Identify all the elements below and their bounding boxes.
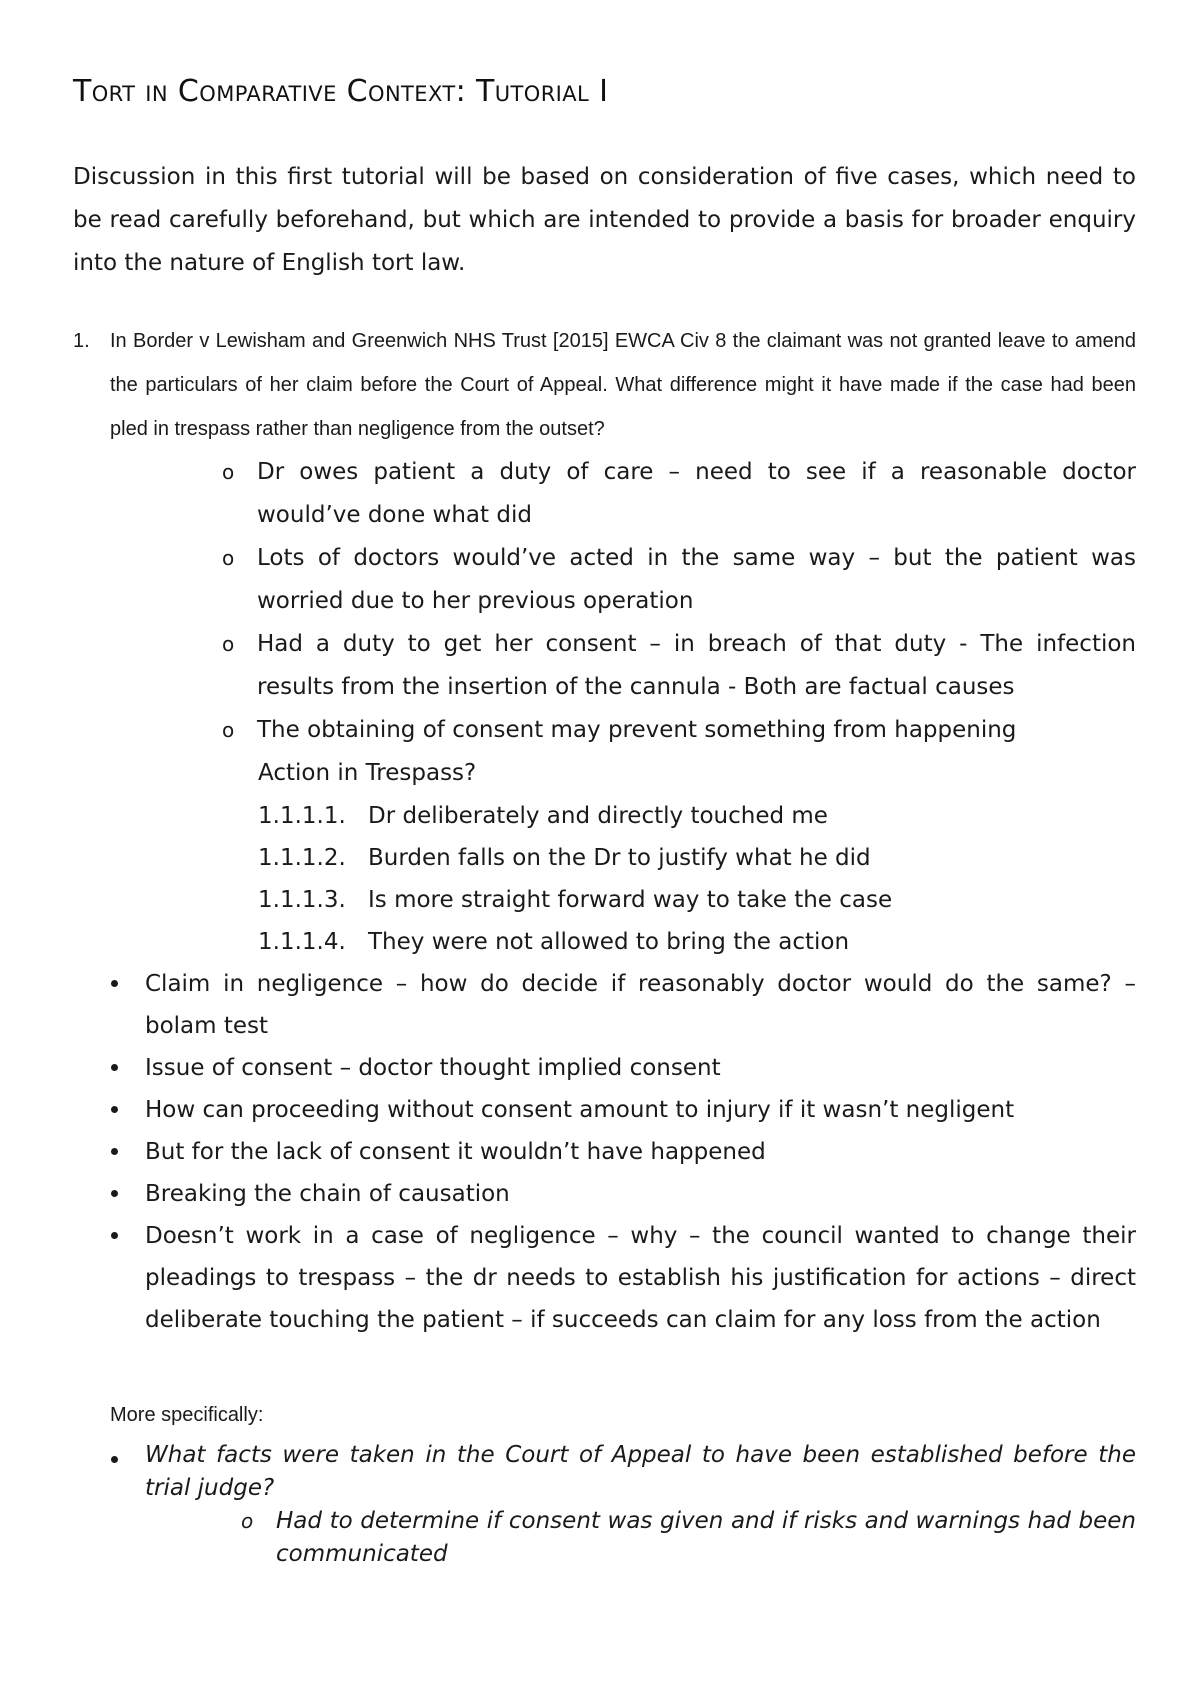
list-item — [241, 1505, 1136, 1571]
list-item-text: Dr owes patient a duty of care – need to see if a reasonable doctor would’ve done what did — [257, 459, 1136, 528]
numbered-item-label: 1.1.1.4. — [258, 929, 346, 955]
italic-bullet-list — [107, 1439, 1136, 1505]
list-item — [107, 1439, 1136, 1505]
list-item — [107, 1131, 1136, 1173]
bullet-o-icon: o — [241, 1509, 254, 1533]
list-item — [107, 1089, 1136, 1131]
numbered-item-text: Burden falls on the Dr to justify what he did — [368, 845, 871, 871]
list-item-text: Lots of doctors would’ve acted in the same way – but the patient was worried due to her previous operation — [257, 545, 1136, 614]
bullet-dot-icon — [107, 1131, 145, 1173]
bullet-dot-icon — [107, 1089, 145, 1131]
list-item-text: Claim in negligence – how do decide if reasonably doctor would do the same? – bolam test — [145, 971, 1136, 1039]
bullet-dot-icon — [107, 1173, 145, 1215]
numbered-item-label: 1.1.1.3. — [258, 887, 346, 913]
list-item-text: What facts were taken in the Court of Appeal to have been established before the trial judge? — [145, 1442, 1136, 1501]
list-item — [107, 1215, 1136, 1341]
bullet-o-icon: o — [222, 460, 235, 484]
bullet-list — [107, 963, 1136, 1341]
page-title: Tort in Comparative Context: Tutorial I — [73, 74, 609, 109]
question-1 — [73, 319, 1136, 451]
list-item — [219, 623, 1136, 709]
numbered-item — [258, 795, 1136, 837]
italic-sub-list — [241, 1505, 1136, 1571]
list-item-text: Had a duty to get her consent – in breach of that duty - The infection results from the insertion of the cannula - Both are factual causes — [257, 631, 1136, 700]
bullet-o-icon: o — [222, 632, 235, 656]
numbered-item — [258, 921, 1136, 963]
bullet-o-icon: o — [222, 718, 235, 742]
bullet-o-icon: o — [222, 546, 235, 570]
list-item — [219, 709, 1136, 752]
list-item — [107, 1047, 1136, 1089]
list-item-text: Had to determine if consent was given and if risks and warnings had been communicated — [276, 1508, 1136, 1567]
trespass-heading: Action in Trespass? — [258, 760, 477, 786]
bullet-dot-icon — [107, 963, 145, 1047]
list-item — [107, 963, 1136, 1047]
bullet-dot-icon — [107, 1215, 145, 1341]
numbered-item — [258, 879, 1136, 921]
intro-paragraph: Discussion in this first tutorial will be based on consideration of five cases, which need to be read carefully beforehand, but which are intended to provide a basis for broader enquiry into the nature of English tort law. — [73, 164, 1136, 276]
list-item-text: The obtaining of consent may prevent something from happening — [257, 717, 1017, 743]
numbered-list — [258, 795, 1136, 963]
question-number: 1. — [73, 330, 90, 352]
list-item — [107, 1173, 1136, 1215]
list-item — [219, 537, 1136, 623]
bullet-dot-icon — [107, 1439, 145, 1505]
list-item-text: Breaking the chain of causation — [145, 1181, 510, 1207]
list-item — [219, 451, 1136, 537]
list-item-text: Doesn’t work in a case of negligence – why – the council wanted to change their pleadings to trespass – the dr needs to establish his justification for actions – direct deliberate touching the patient – if succeeds can claim for any loss from the action — [145, 1223, 1136, 1333]
section-heading: More specifically: — [110, 1404, 264, 1426]
list-item-text: Issue of consent – doctor thought implied consent — [145, 1055, 721, 1081]
list-item-text: How can proceeding without consent amount to injury if it wasn’t negligent — [145, 1097, 1015, 1123]
sub-bullet-list — [219, 451, 1136, 752]
numbered-item — [258, 837, 1136, 879]
numbered-item-text: Is more straight forward way to take the case — [368, 887, 893, 913]
question-text: In Border v Lewisham and Greenwich NHS Trust [2015] EWCA Civ 8 the claimant was not granted leave to amend the particulars of her claim before the Court of Appeal. What difference might it have made if the case had been pled in trespass rather than negligence from the outset? — [110, 330, 1136, 440]
bullet-dot-icon — [107, 1047, 145, 1089]
numbered-item-text: Dr deliberately and directly touched me — [368, 803, 828, 829]
list-item-text: But for the lack of consent it wouldn’t have happened — [145, 1139, 766, 1165]
numbered-item-text: They were not allowed to bring the action — [368, 929, 850, 955]
numbered-item-label: 1.1.1.2. — [258, 845, 346, 871]
numbered-item-label: 1.1.1.1. — [258, 803, 346, 829]
